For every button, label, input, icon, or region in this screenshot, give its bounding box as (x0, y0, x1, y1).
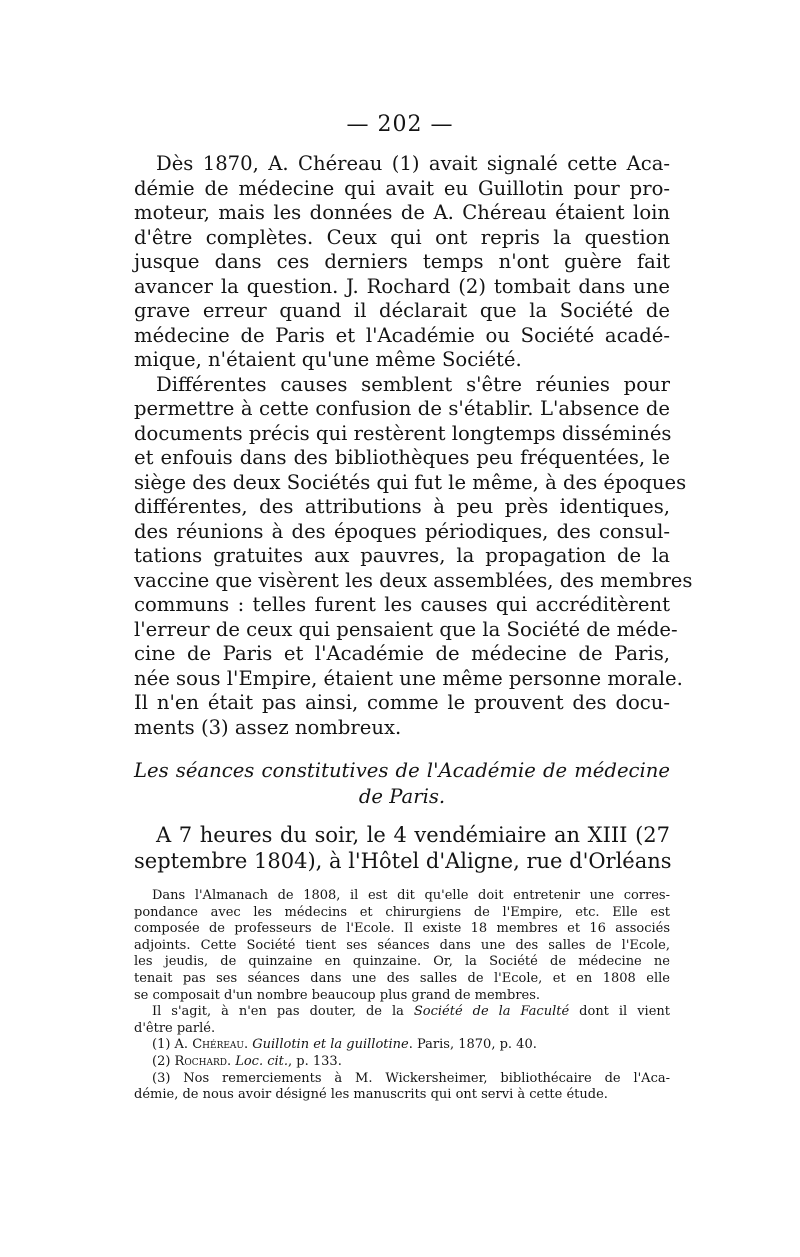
footnotes (134, 888, 670, 1104)
footnote-author: Rochard (174, 1053, 227, 1069)
footnote-line (134, 1037, 670, 1054)
footnote-continuation (134, 888, 670, 1004)
section-heading (134, 758, 670, 810)
section-heading-line-1: Les séances constitutives de l'Académie de médecine (134, 759, 670, 782)
text-line: Dès 1870, A. Chéreau (1) avait signalé cette Aca- (156, 152, 670, 175)
text-line: d'être complètes. Ceux qui ont repris la question (134, 225, 670, 249)
footnote-line: se composait d'un nombre beaucoup plus grand de membres. (134, 987, 541, 1003)
text-line: différentes, des attributions à peu près identiques, (134, 495, 670, 518)
footnote-text: . (244, 1037, 253, 1053)
paragraph-2 (134, 372, 693, 741)
footnote-text: . (226, 1053, 236, 1069)
opening-line-1: A 7 heures du soir, le 4 vendémiaire an XIII (27 (156, 823, 670, 847)
section-heading-line-2: de Paris. (358, 785, 446, 808)
text-line: vaccine que visèrent les deux assemblées, des membres (134, 568, 693, 592)
footnote-line: tenait pas ses séances dans une des salles de l'Ecole, et en 1808 elle (134, 970, 670, 986)
text-line: Il n'en était pas ainsi, comme le prouvent des docu- (134, 691, 670, 714)
opening-paragraph (134, 822, 670, 874)
footnote-line: Dans l'Almanach de 1808, il est dit qu'elle doit entretenir une corres- (152, 888, 670, 903)
footnote-line: démie, de nous avoir désigné les manuscrits qui ont servi à cette étude. (134, 1087, 608, 1103)
footnote-author: Chéreau (192, 1037, 244, 1053)
text-line: moteur, mais les données de A. Chéreau étaient loin (134, 201, 670, 224)
text-line: tations gratuites aux pauvres, la propagation de la (134, 544, 670, 567)
footnote-line (134, 1004, 670, 1021)
text-line: médecine de Paris et l'Académie ou Société acadé- (134, 323, 670, 347)
text-line: ments (3) assez nombreux. (134, 715, 402, 739)
footnote-italic-text: Société de la Faculté (413, 1004, 570, 1020)
footnote-marker: (2) (152, 1053, 175, 1069)
footnote-line: pondance avec les médecins et chirurgiens de l'Empire, etc. Elle est (134, 904, 670, 920)
footnote-2 (134, 1054, 670, 1071)
text-line: avancer la question. J. Rochard (2) tombait dans une (134, 274, 670, 298)
text-line: et enfouis dans des bibliothèques peu fréquentées, le (134, 446, 670, 469)
page-number: — 202 — (346, 112, 454, 137)
text-line: née sous l'Empire, étaient une même personne morale. (134, 666, 683, 690)
footnote-marker: (1) A. (152, 1037, 193, 1053)
text-line: communs : telles furent les causes qui accréditèrent (134, 593, 670, 616)
footnote-text: Il s'agit, à n'en pas douter, de la (152, 1004, 414, 1020)
footnote-line: les jeudis, de quinzaine en quinzaine. Or, la Société de médecine ne (134, 954, 670, 970)
main-text (134, 152, 693, 740)
footnote-3 (134, 1071, 670, 1104)
footnote-text: . Paris, 1870, p. 40. (408, 1037, 537, 1053)
footnote-line: adjoints. Cette Société tient ses séances dans une des salles de l'Ecole, (134, 937, 670, 953)
text-line: documents précis qui restèrent longtemps disséminés (134, 421, 672, 445)
footnote-text: dont il vient (569, 1004, 671, 1020)
text-line: cine de Paris et l'Académie de médecine de Paris, (134, 642, 670, 665)
footnote-line: (3) Nos remerciements à M. Wickersheimer, bibliothécaire de l'Aca- (152, 1070, 670, 1086)
footnote-line: d'être parlé. (134, 1020, 216, 1036)
text-line: Différentes causes semblent s'être réunies pour (156, 372, 670, 396)
footnote-faculty (134, 1004, 670, 1037)
footnote-title: Loc. cit. (235, 1053, 289, 1069)
footnote-1 (134, 1037, 670, 1054)
footnote-text: , p. 133. (288, 1053, 342, 1069)
text-line: des réunions à des époques périodiques, des consul- (134, 519, 670, 543)
text-line: grave erreur quand il déclarait que la Société de (134, 299, 670, 322)
footnote-line (134, 1054, 670, 1071)
footnote-line: composée de professeurs de l'Ecole. Il existe 18 membres et 16 associés (134, 921, 670, 937)
text-line: démie de médecine qui avait eu Guillotin pour pro- (134, 176, 670, 200)
text-line: permettre à cette confusion de s'établir. L'absence de (134, 397, 670, 420)
text-line: siège des deux Sociétés qui fut le même, à des époques (134, 470, 687, 494)
footnote-title: Guillotin et la guillotine (252, 1037, 409, 1053)
text-line: mique, n'étaient qu'une même Société. (134, 348, 522, 371)
text-line: l'erreur de ceux qui pensaient que la Société de méde- (134, 617, 678, 641)
paragraph-1 (134, 152, 670, 373)
text-line: jusque dans ces derniers temps n'ont guère fait (134, 250, 670, 273)
opening-line-2: septembre 1804), à l'Hôtel d'Aligne, rue d'Orléans (134, 849, 672, 873)
